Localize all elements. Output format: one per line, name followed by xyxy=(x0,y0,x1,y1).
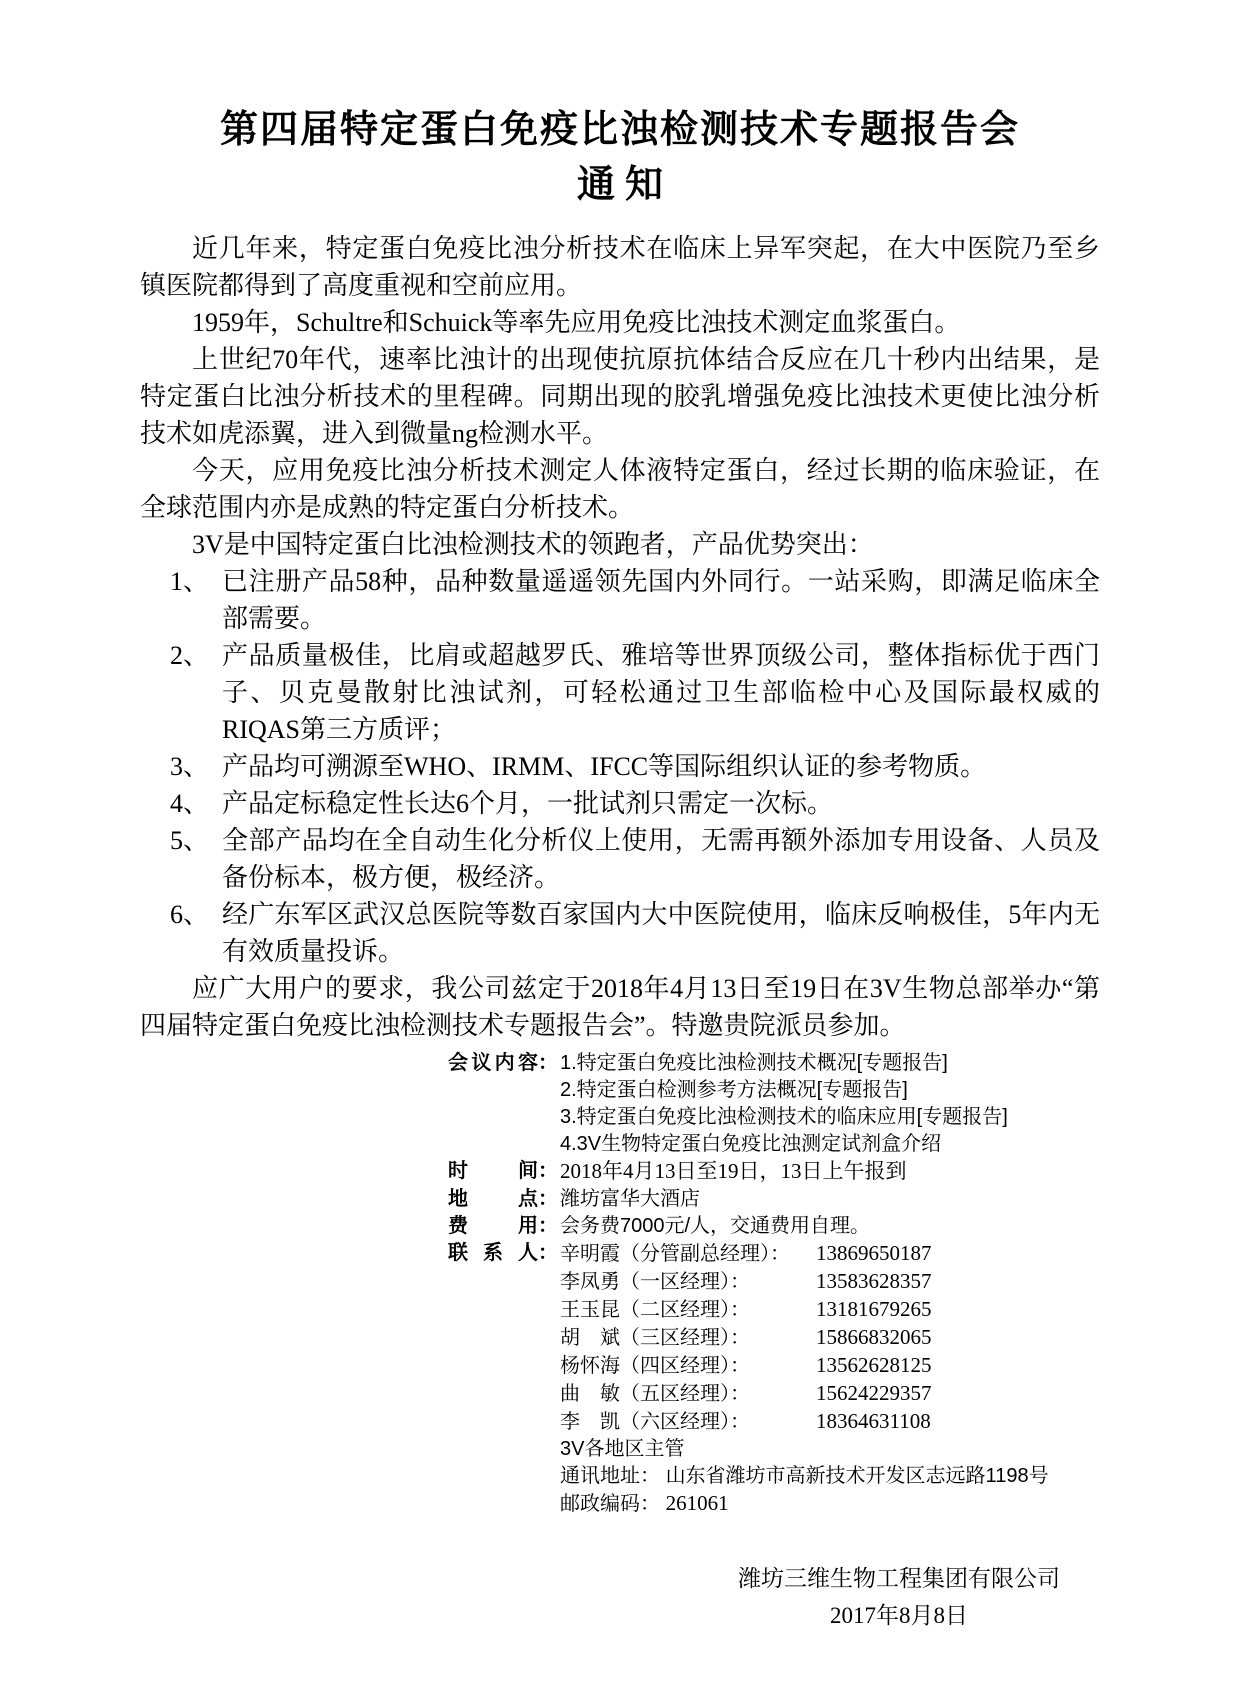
contact-phone: 15624229357 xyxy=(816,1381,932,1405)
contact-phone: 13583628357 xyxy=(816,1269,932,1293)
list-item xyxy=(140,748,1100,785)
contact-phone: 13181679265 xyxy=(816,1297,932,1321)
list-item-text: 产品定标稳定性长达6个月，一批试剂只需定一次标。 xyxy=(222,789,834,818)
contact-name: 杨怀海 xyxy=(560,1355,620,1377)
agenda-row xyxy=(448,1050,1100,1077)
document-title xyxy=(0,0,1240,212)
list-item xyxy=(140,785,1100,822)
list-item-number: 1、 xyxy=(170,567,210,596)
contact-role: （四区经理） xyxy=(620,1355,730,1377)
contact-row xyxy=(448,1352,1100,1380)
address-colon: ： xyxy=(640,1465,660,1487)
contact-role: （分管副总经理） xyxy=(620,1243,770,1265)
agenda-item: 3.特定蛋白免疫比浊检测技术的临床应用[专题报告] xyxy=(560,1106,1008,1128)
contact-phone: 15866832065 xyxy=(816,1325,932,1349)
contact-row xyxy=(448,1268,1100,1296)
agenda-label-colon: ： xyxy=(538,1052,558,1074)
contact-colon: ： xyxy=(730,1383,750,1405)
document-date: 2017年8月8日 xyxy=(830,1603,968,1628)
title-line-1: 第四届特定蛋白免疫比浊检测技术专题报告会 xyxy=(219,109,1020,151)
agenda-item: 2.特定蛋白检测参考方法概况[专题报告] xyxy=(560,1079,908,1101)
list-item xyxy=(140,563,1100,637)
paragraph-3v-lead-in: 3V是中国特定蛋白比浊检测技术的领跑者，产品优势突出： xyxy=(192,530,874,559)
agenda-item: 4.3V生物特定蛋白免疫比浊测定试剂盒介绍 xyxy=(560,1133,942,1155)
list-item-number: 3、 xyxy=(170,752,210,781)
contact-colon: ： xyxy=(730,1411,750,1433)
postcode-row xyxy=(448,1490,1100,1518)
fee-value: 会务费7000元/人，交通费用自理。 xyxy=(560,1215,871,1237)
paragraph-intro: 近几年来，特定蛋白免疫比浊分析技术在临床上异军突起，在大中医院乃至乡镇医院都得到了高度重视和空前应用。 xyxy=(140,234,1100,300)
place-label-colon: ： xyxy=(538,1188,558,1210)
address-row xyxy=(448,1463,1100,1490)
contact-role: （六区经理） xyxy=(620,1411,730,1433)
company-name: 潍坊三维生物工程集团有限公司 xyxy=(738,1566,1060,1591)
contact-row xyxy=(448,1324,1100,1352)
contact-name-role xyxy=(560,1241,816,1268)
contact-row xyxy=(448,1408,1100,1436)
list-item-number: 6、 xyxy=(170,900,210,929)
paragraph-history-1970s: 上世纪70年代，速率比浊计的出现使抗原抗体结合反应在几十秒内出结果，是特定蛋白比浊分析技术的里程碑。同期出现的胶乳增强免疫比浊技术更使比浊分析技术如虎添翼，进入到微量ng检测水平。 xyxy=(140,345,1100,448)
contact-name-role xyxy=(560,1325,816,1352)
contact-colon: ： xyxy=(730,1271,750,1293)
document-body xyxy=(140,230,1100,1518)
list-item xyxy=(140,637,1100,748)
fee-label: 费用 xyxy=(448,1215,538,1237)
place-value: 潍坊富华大酒店 xyxy=(560,1188,700,1210)
contact-name-role xyxy=(560,1381,816,1408)
contact-role: （五区经理） xyxy=(620,1383,730,1405)
title-line-2: 通知 xyxy=(576,164,673,206)
time-label: 时间 xyxy=(448,1160,538,1182)
time-label-colon: ： xyxy=(538,1160,558,1182)
contact-name-role xyxy=(560,1409,816,1436)
contact-colon: ： xyxy=(770,1243,790,1265)
list-item xyxy=(140,896,1100,970)
agenda-item: 1.特定蛋白免疫比浊检测技术概况[专题报告] xyxy=(560,1052,948,1074)
fee-label-colon: ： xyxy=(538,1215,558,1237)
contact-row xyxy=(448,1296,1100,1324)
advantage-list xyxy=(140,563,1100,970)
time-value: 2018年4月13日至19日，13日上午报到 xyxy=(560,1159,907,1183)
contacts-label: 联系人 xyxy=(448,1242,538,1264)
contacts-label-colon: ： xyxy=(538,1242,558,1264)
list-item-text: 经广东军区武汉总医院等数百家国内大中医院使用，临床反响极佳，5年内无有效质量投诉。 xyxy=(222,900,1100,966)
regional-managers-row xyxy=(448,1436,1100,1463)
fee-row xyxy=(448,1213,1100,1240)
list-item-text: 全部产品均在全自动生化分析仪上使用，无需再额外添加专用设备、人员及备份标本，极方便，极经济。 xyxy=(222,826,1100,892)
contact-name: 辛明霞 xyxy=(560,1243,620,1265)
paragraph-today: 今天，应用免疫比浊分析技术测定人体液特定蛋白，经过长期的临床验证，在全球范围内亦是成熟的特定蛋白分析技术。 xyxy=(140,456,1100,522)
contact-name: 李 凯 xyxy=(560,1411,620,1433)
list-item-number: 2、 xyxy=(170,641,210,670)
contact-name-role xyxy=(560,1297,816,1324)
contact-name: 曲 敏 xyxy=(560,1383,620,1405)
contact-colon: ： xyxy=(730,1327,750,1349)
address-label: 通讯地址 xyxy=(560,1465,640,1487)
contact-name: 李凤勇 xyxy=(560,1271,620,1293)
list-item xyxy=(140,822,1100,896)
time-row xyxy=(448,1158,1100,1186)
contact-phone: 13562628125 xyxy=(816,1353,932,1377)
list-item-number: 4、 xyxy=(170,789,210,818)
list-item-number: 5、 xyxy=(170,826,210,855)
contact-phone: 13869650187 xyxy=(816,1241,932,1265)
contact-phone: 18364631108 xyxy=(816,1409,931,1433)
meeting-details xyxy=(448,1050,1100,1518)
contact-role: （二区经理） xyxy=(620,1299,730,1321)
agenda-row xyxy=(448,1104,1100,1131)
place-label: 地点 xyxy=(448,1188,538,1210)
list-item-text: 已注册产品58种，品种数量遥遥领先国内外同行。一站采购，即满足临床全部需要。 xyxy=(222,567,1100,633)
address-value: 山东省潍坊市高新技术开发区志远路1198号 xyxy=(665,1465,1049,1487)
contact-row xyxy=(448,1380,1100,1408)
list-item-text: 产品均可溯源至WHO、IRMM、IFCC等国际组织认证的参考物质。 xyxy=(222,752,987,781)
agenda-row xyxy=(448,1131,1100,1158)
contact-name-role xyxy=(560,1353,816,1380)
contact-colon: ： xyxy=(730,1299,750,1321)
postcode-value: 261061 xyxy=(665,1491,729,1515)
contact-role: （一区经理） xyxy=(620,1271,730,1293)
contact-name: 胡 斌 xyxy=(560,1327,620,1349)
contact-row xyxy=(448,1240,1100,1268)
agenda-label: 会议内容 xyxy=(448,1052,538,1074)
contact-name: 王玉昆 xyxy=(560,1299,620,1321)
contact-name-role xyxy=(560,1269,816,1296)
place-row xyxy=(448,1186,1100,1213)
postcode-colon: ： xyxy=(640,1493,660,1515)
signature-block xyxy=(738,1560,1060,1634)
list-item-text: 产品质量极佳，比肩或超越罗氏、雅培等世界顶级公司，整体指标优于西门子、贝克曼散射比浊试剂，可轻松通过卫生部临检中心及国际最权威的RIQAS第三方质评； xyxy=(222,641,1100,744)
paragraph-invitation: 应广大用户的要求，我公司兹定于2018年4月13日至19日在3V生物总部举办“第四届特定蛋白免疫比浊检测技术专题报告会”。特邀贵院派员参加。 xyxy=(140,974,1100,1040)
agenda-row xyxy=(448,1077,1100,1104)
contact-role: （三区经理） xyxy=(620,1327,730,1349)
contact-colon: ： xyxy=(730,1355,750,1377)
regional-managers-text: 3V各地区主管 xyxy=(560,1438,685,1460)
postcode-label: 邮政编码 xyxy=(560,1493,640,1515)
paragraph-history-1959: 1959年，Schultre和Schuick等率先应用免疫比浊技术测定血浆蛋白。 xyxy=(192,308,961,337)
